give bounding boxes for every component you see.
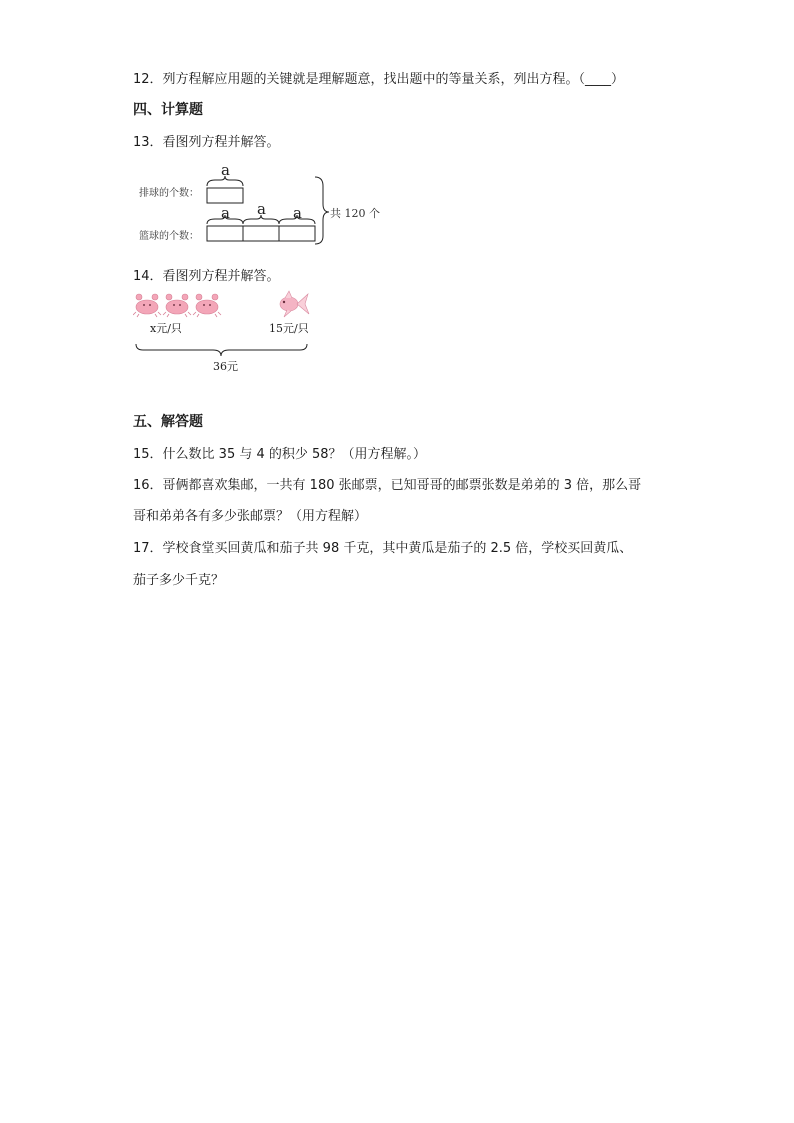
total-brace (315, 177, 329, 244)
total-brace-bottom (136, 344, 307, 356)
question-13: 13．看图列方程并解答。 (133, 135, 280, 150)
row1-var: a (221, 161, 230, 179)
crab-icon (193, 294, 221, 317)
crab-icon (133, 294, 161, 317)
question-14: 14．看图列方程并解答。 (133, 269, 280, 284)
question-17-line-1: 17．学校食堂买回黄瓜和茄子共 98 千克，其中黄瓜是茄子的 2.5 倍，学校买回黄瓜、 (133, 541, 633, 556)
row2-label: 篮球的个数： (139, 231, 199, 242)
fish-price-label: 15元/只 (269, 322, 309, 335)
section-heading-answer: 五、解答题 (133, 414, 203, 430)
question-17-line-2: 茄子多少千克？ (133, 573, 225, 588)
question-16-line-2: 哥和弟弟各有多少张邮票？（用方程解） (133, 509, 368, 524)
row2-seg-2 (243, 226, 279, 241)
crab-price-label: x元/只 (150, 322, 182, 335)
question-16-line-1: 16．哥俩都喜欢集邮，一共有 180 张邮票，已知哥哥的邮票张数是弟弟的 3 倍，那么哥 (133, 478, 642, 493)
total-label: 共 120 个 (330, 207, 380, 220)
line-segment-diagram (133, 160, 393, 250)
row2-var-2: a (257, 200, 266, 218)
row2-seg-1 (207, 226, 243, 241)
row2-seg-3 (279, 226, 315, 241)
price-diagram (133, 290, 333, 376)
row2-var-1: a (221, 204, 230, 222)
row1-label: 排球的个数： (139, 188, 199, 199)
question-15: 15．什么数比 35 与 4 的积少 58？（用方程解。） (133, 447, 427, 462)
section-heading-calc: 四、计算题 (133, 102, 203, 118)
total-price-label: 36元 (213, 360, 238, 373)
crab-icon (163, 294, 191, 317)
row2-var-3: a (293, 204, 302, 222)
question-12: 12．列方程解应用题的关键就是理解题意，找出题中的等量关系，列出方程。（____） (133, 72, 625, 87)
row1-box (207, 188, 243, 203)
goldfish-icon (280, 291, 309, 317)
